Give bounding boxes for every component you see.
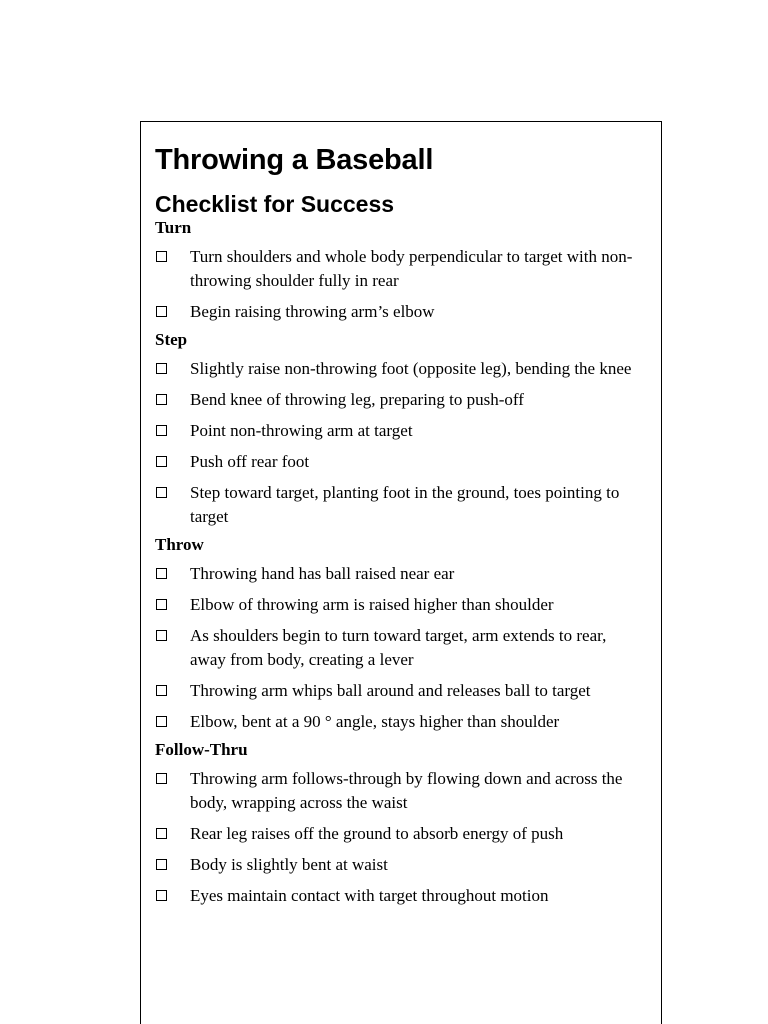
checklist-item-text: Throwing arm whips ball around and releases ball to target [190, 681, 591, 700]
checklist-item [155, 300, 661, 324]
checklist-item [155, 822, 661, 846]
checklist-item [155, 419, 661, 443]
checklist-item [155, 710, 661, 734]
section-heading: Throw [155, 535, 204, 554]
checkbox[interactable] [156, 251, 167, 262]
document-subtitle: Checklist for Success [155, 191, 395, 217]
checkbox[interactable] [156, 716, 167, 727]
checklist-item-text: Slightly raise non-throwing foot (opposite leg), bending the knee [190, 359, 632, 378]
checklist-item [155, 562, 661, 586]
checklist-item [155, 884, 661, 908]
checklist-item-text: As shoulders begin to turn toward target, arm extends to rear, away from body, creating a lever [190, 626, 607, 669]
checklist-item [155, 450, 661, 474]
checklist-item-text: Elbow of throwing arm is raised higher than shoulder [190, 595, 554, 614]
checklist-item [155, 624, 661, 672]
checklist-item-text: Turn shoulders and whole body perpendicular to target with non-throwing shoulder fully in rear [190, 247, 633, 290]
section-heading: Follow-Thru [155, 740, 248, 759]
checkbox[interactable] [156, 828, 167, 839]
checklist-item [155, 593, 661, 617]
checklist-sections [155, 218, 661, 908]
checklist-card [140, 121, 662, 1024]
checkbox[interactable] [156, 306, 167, 317]
checkbox[interactable] [156, 890, 167, 901]
checkbox[interactable] [156, 456, 167, 467]
checkbox[interactable] [156, 859, 167, 870]
checklist-section-throw [155, 535, 661, 734]
checklist-items [155, 562, 661, 734]
checklist-item-text: Elbow, bent at a 90 ° angle, stays higher than shoulder [190, 712, 560, 731]
checkbox[interactable] [156, 394, 167, 405]
checklist-items [155, 357, 661, 529]
checklist-item [155, 767, 661, 815]
checklist-items [155, 245, 661, 324]
checklist-item-text: Rear leg raises off the ground to absorb energy of push [190, 824, 564, 843]
checklist-item-text: Body is slightly bent at waist [190, 855, 388, 874]
checkbox[interactable] [156, 425, 167, 436]
checklist-section-follow-thru [155, 740, 661, 908]
checkbox[interactable] [156, 487, 167, 498]
checklist-item-text: Bend knee of throwing leg, preparing to push-off [190, 390, 524, 409]
section-heading: Step [155, 330, 188, 349]
checklist-item [155, 357, 661, 381]
checklist-item-text: Push off rear foot [190, 452, 310, 471]
checkbox[interactable] [156, 599, 167, 610]
checklist-items [155, 767, 661, 908]
checklist-item-text: Throwing arm follows-through by flowing down and across the body, wrapping across the waist [190, 769, 623, 812]
checklist-item-text: Point non-throwing arm at target [190, 421, 413, 440]
checkbox[interactable] [156, 685, 167, 696]
document-title: Throwing a Baseball [155, 144, 434, 176]
checklist-item-text: Eyes maintain contact with target throughout motion [190, 886, 549, 905]
checklist-item [155, 245, 661, 293]
checklist-section-step [155, 330, 661, 529]
checklist-section-turn [155, 218, 661, 324]
checklist-item [155, 388, 661, 412]
checklist-item [155, 679, 661, 703]
checkbox[interactable] [156, 568, 167, 579]
checklist-item [155, 481, 661, 529]
checklist-item-text: Step toward target, planting foot in the ground, toes pointing to target [190, 483, 620, 526]
checklist-item [155, 853, 661, 877]
section-heading: Turn [155, 218, 192, 237]
checkbox[interactable] [156, 363, 167, 374]
checklist-item-text: Begin raising throwing arm’s elbow [190, 302, 435, 321]
checklist-item-text: Throwing hand has ball raised near ear [190, 564, 455, 583]
checkbox[interactable] [156, 773, 167, 784]
checkbox[interactable] [156, 630, 167, 641]
